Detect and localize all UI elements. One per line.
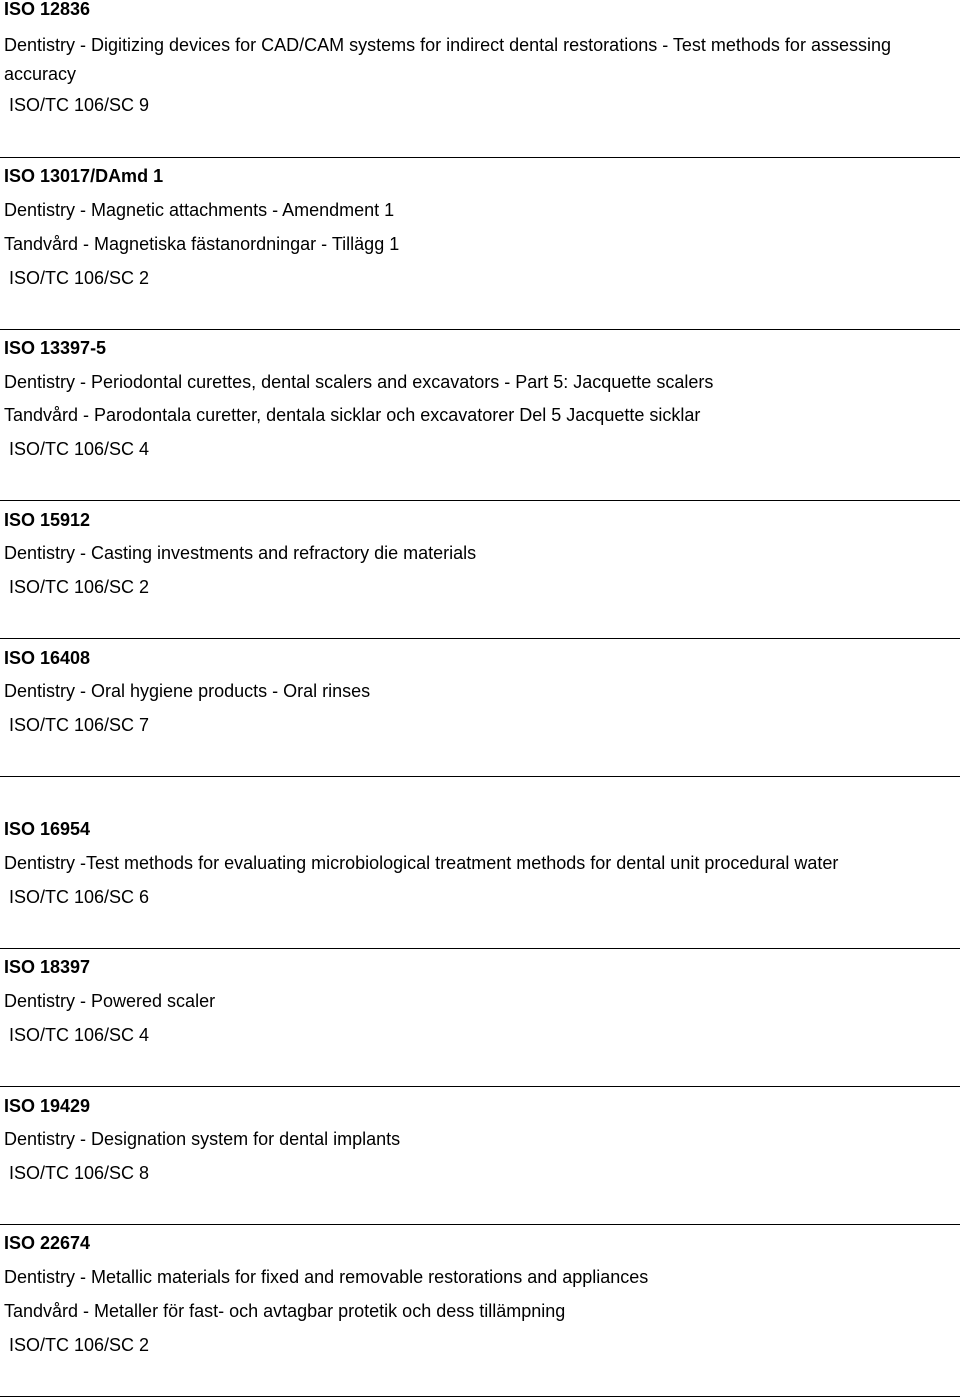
standard-title-en: Dentistry -Test methods for evaluating microbiological treatment methods for dental unit procedural water [4, 853, 839, 873]
committee-ref: ISO/TC 106/SC 2 [9, 577, 150, 597]
standard-title-en: Dentistry - Magnetic attachments - Amendment 1 [4, 200, 395, 220]
committee-ref: ISO/TC 106/SC 2 [9, 1335, 150, 1355]
standard-title-en: Dentistry - Digitizing devices for CAD/CAM systems for indirect dental restorations - Test methods for assessing accuracy [4, 35, 891, 84]
committee-ref: ISO/TC 106/SC 7 [9, 715, 150, 735]
entry-divider [0, 500, 960, 501]
standard-title-en: Dentistry - Casting investments and refractory die materials [4, 543, 477, 563]
entry-divider [0, 776, 960, 777]
committee-ref: ISO/TC 106/SC 6 [9, 887, 150, 907]
standard-code: ISO 19429 [4, 1096, 91, 1116]
entry-divider [0, 1224, 960, 1225]
entry-divider [0, 329, 960, 330]
standard-code: ISO 16408 [4, 648, 91, 668]
entry-divider [0, 1396, 960, 1397]
standard-title-sv: Tandvård - Parodontala curetter, dentala sicklar och excavatorer Del 5 Jacquette sicklar [4, 405, 701, 425]
committee-ref: ISO/TC 106/SC 2 [9, 268, 150, 288]
standard-code: ISO 16954 [4, 819, 91, 839]
standard-title-en: Dentistry - Designation system for dental implants [4, 1129, 401, 1149]
entry-divider [0, 1086, 960, 1087]
standard-code: ISO 13397-5 [4, 338, 107, 358]
standard-code: ISO 15912 [4, 510, 91, 530]
standard-code: ISO 18397 [4, 957, 91, 977]
committee-ref: ISO/TC 106/SC 8 [9, 1163, 150, 1183]
committee-ref: ISO/TC 106/SC 9 [9, 95, 150, 115]
standard-title-en: Dentistry - Metallic materials for fixed and removable restorations and appliances [4, 1267, 649, 1287]
committee-ref: ISO/TC 106/SC 4 [9, 1025, 150, 1045]
standard-title-en: Dentistry - Oral hygiene products - Oral rinses [4, 681, 371, 701]
committee-ref: ISO/TC 106/SC 4 [9, 439, 150, 459]
standard-title-sv: Tandvård - Magnetiska fästanordningar - Tillägg 1 [4, 234, 400, 254]
standard-title-sv: Tandvård - Metaller för fast- och avtagbar protetik och dess tillämpning [4, 1301, 566, 1321]
standard-code: ISO 22674 [4, 1233, 91, 1253]
entry-divider [0, 638, 960, 639]
standard-title-en: Dentistry - Powered scaler [4, 991, 216, 1011]
standard-code: ISO 13017/DAmd 1 [4, 166, 164, 186]
standard-title-en: Dentistry - Periodontal curettes, dental scalers and excavators - Part 5: Jacquette scalers [4, 372, 714, 392]
entry-divider [0, 948, 960, 949]
standard-code: ISO 12836 [4, 0, 91, 19]
entry-divider [0, 157, 960, 158]
